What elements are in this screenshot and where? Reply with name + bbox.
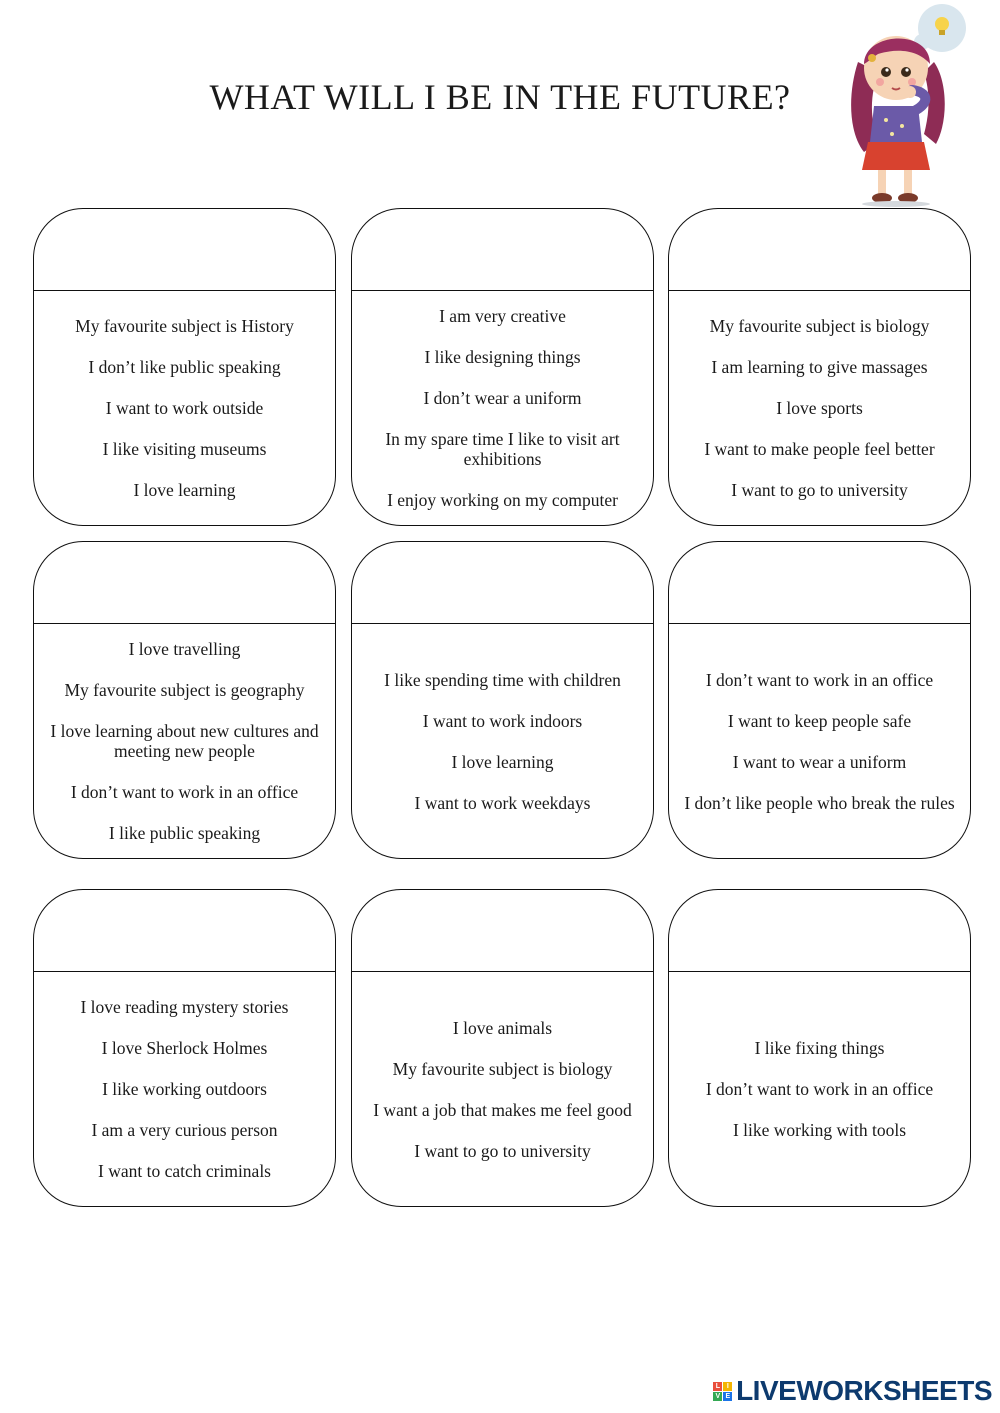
clue-text: I like visiting museums (102, 439, 267, 459)
clue-text: I love learning (133, 480, 236, 500)
brand-name: LIVEWORKSHEETS (736, 1375, 992, 1406)
answer-field[interactable] (352, 542, 653, 624)
clue-text: I like spending time with children (384, 669, 621, 690)
answer-field[interactable] (352, 209, 653, 291)
clue-text: My favourite subject is biology (392, 1058, 613, 1079)
clue-list (362, 291, 643, 525)
clue-list (44, 972, 325, 1206)
clue-text: I am a very curious person (91, 1120, 278, 1140)
clue-text: I like designing things (424, 347, 581, 367)
clue-text: I like public speaking (108, 823, 261, 843)
job-card-9 (668, 889, 971, 1207)
clue-text: I like working with tools (732, 1120, 907, 1140)
clue-text: I love learning about new cultures and meeting new people (50, 721, 319, 761)
job-card-8 (351, 889, 654, 1207)
clue-text: I want to go to university (414, 1140, 591, 1161)
clue-text: I want to work outside (105, 398, 264, 418)
clue-text: I don’t wear a uniform (423, 388, 582, 408)
clue-text: I want to wear a uniform (732, 751, 907, 772)
clue-text: I love travelling (128, 639, 241, 659)
clue-text: I want to make people feel better (704, 439, 935, 459)
job-card-7 (33, 889, 336, 1207)
clue-list (44, 291, 325, 525)
clue-text: I don’t like people who break the rules (684, 792, 955, 813)
clue-text: I want a job that makes me feel good (373, 1099, 632, 1120)
clue-text: I love reading mystery stories (80, 997, 289, 1017)
clue-text: I want to go to university (731, 480, 908, 500)
clue-text: I want to keep people safe (727, 710, 912, 731)
clue-text: I love sports (776, 398, 863, 418)
clue-list (679, 972, 960, 1206)
job-card-6 (668, 541, 971, 859)
clue-text: I like fixing things (754, 1038, 885, 1058)
answer-field[interactable] (34, 209, 335, 291)
job-card-3 (668, 208, 971, 526)
badge-letter: V (713, 1392, 722, 1401)
clue-text: I don’t want to work in an office (705, 1079, 934, 1099)
answer-field[interactable] (669, 542, 970, 624)
badge-letter: I (723, 1382, 732, 1391)
clue-text: I like working outdoors (102, 1079, 267, 1099)
clue-text: I want to catch criminals (98, 1161, 271, 1181)
clue-text: My favourite subject is History (75, 316, 294, 336)
clue-list (679, 624, 960, 858)
job-card-2 (351, 208, 654, 526)
job-card-1 (33, 208, 336, 526)
clue-text: My favourite subject is geography (64, 680, 305, 700)
clue-text: I don’t like public speaking (88, 357, 281, 377)
clue-text: I am very creative (439, 306, 566, 326)
thinking-girl-icon (838, 2, 978, 208)
answer-field[interactable] (352, 890, 653, 972)
clue-list (362, 624, 643, 858)
clue-text: My favourite subject is biology (709, 316, 930, 336)
clue-text: I am learning to give massages (711, 357, 928, 377)
clue-list (679, 291, 960, 525)
answer-field[interactable] (34, 542, 335, 624)
clue-text: I enjoy working on my computer (387, 490, 618, 510)
clue-text: I don’t want to work in an office (705, 669, 934, 690)
answer-field[interactable] (669, 890, 970, 972)
clue-text: I want to work indoors (422, 710, 583, 731)
clue-text: I love learning (451, 751, 554, 772)
job-card-4 (33, 541, 336, 859)
badge-letter: E (723, 1392, 732, 1401)
clue-text: I don’t want to work in an office (70, 782, 299, 802)
clue-list (362, 972, 643, 1206)
badge-letter: L (713, 1382, 722, 1391)
page-title: WHAT WILL I BE IN THE FUTURE? (209, 77, 791, 117)
liveworksheets-logo[interactable] (713, 1375, 992, 1407)
live-badge-icon (713, 1382, 732, 1401)
answer-field[interactable] (669, 209, 970, 291)
job-card-5 (351, 541, 654, 859)
clue-text: In my spare time I like to visit art exhibitions (385, 429, 620, 469)
answer-field[interactable] (34, 890, 335, 972)
clue-text: I love animals (452, 1017, 553, 1038)
clue-list (44, 624, 325, 858)
clue-text: I want to work weekdays (414, 792, 591, 813)
clue-text: I love Sherlock Holmes (101, 1038, 268, 1058)
